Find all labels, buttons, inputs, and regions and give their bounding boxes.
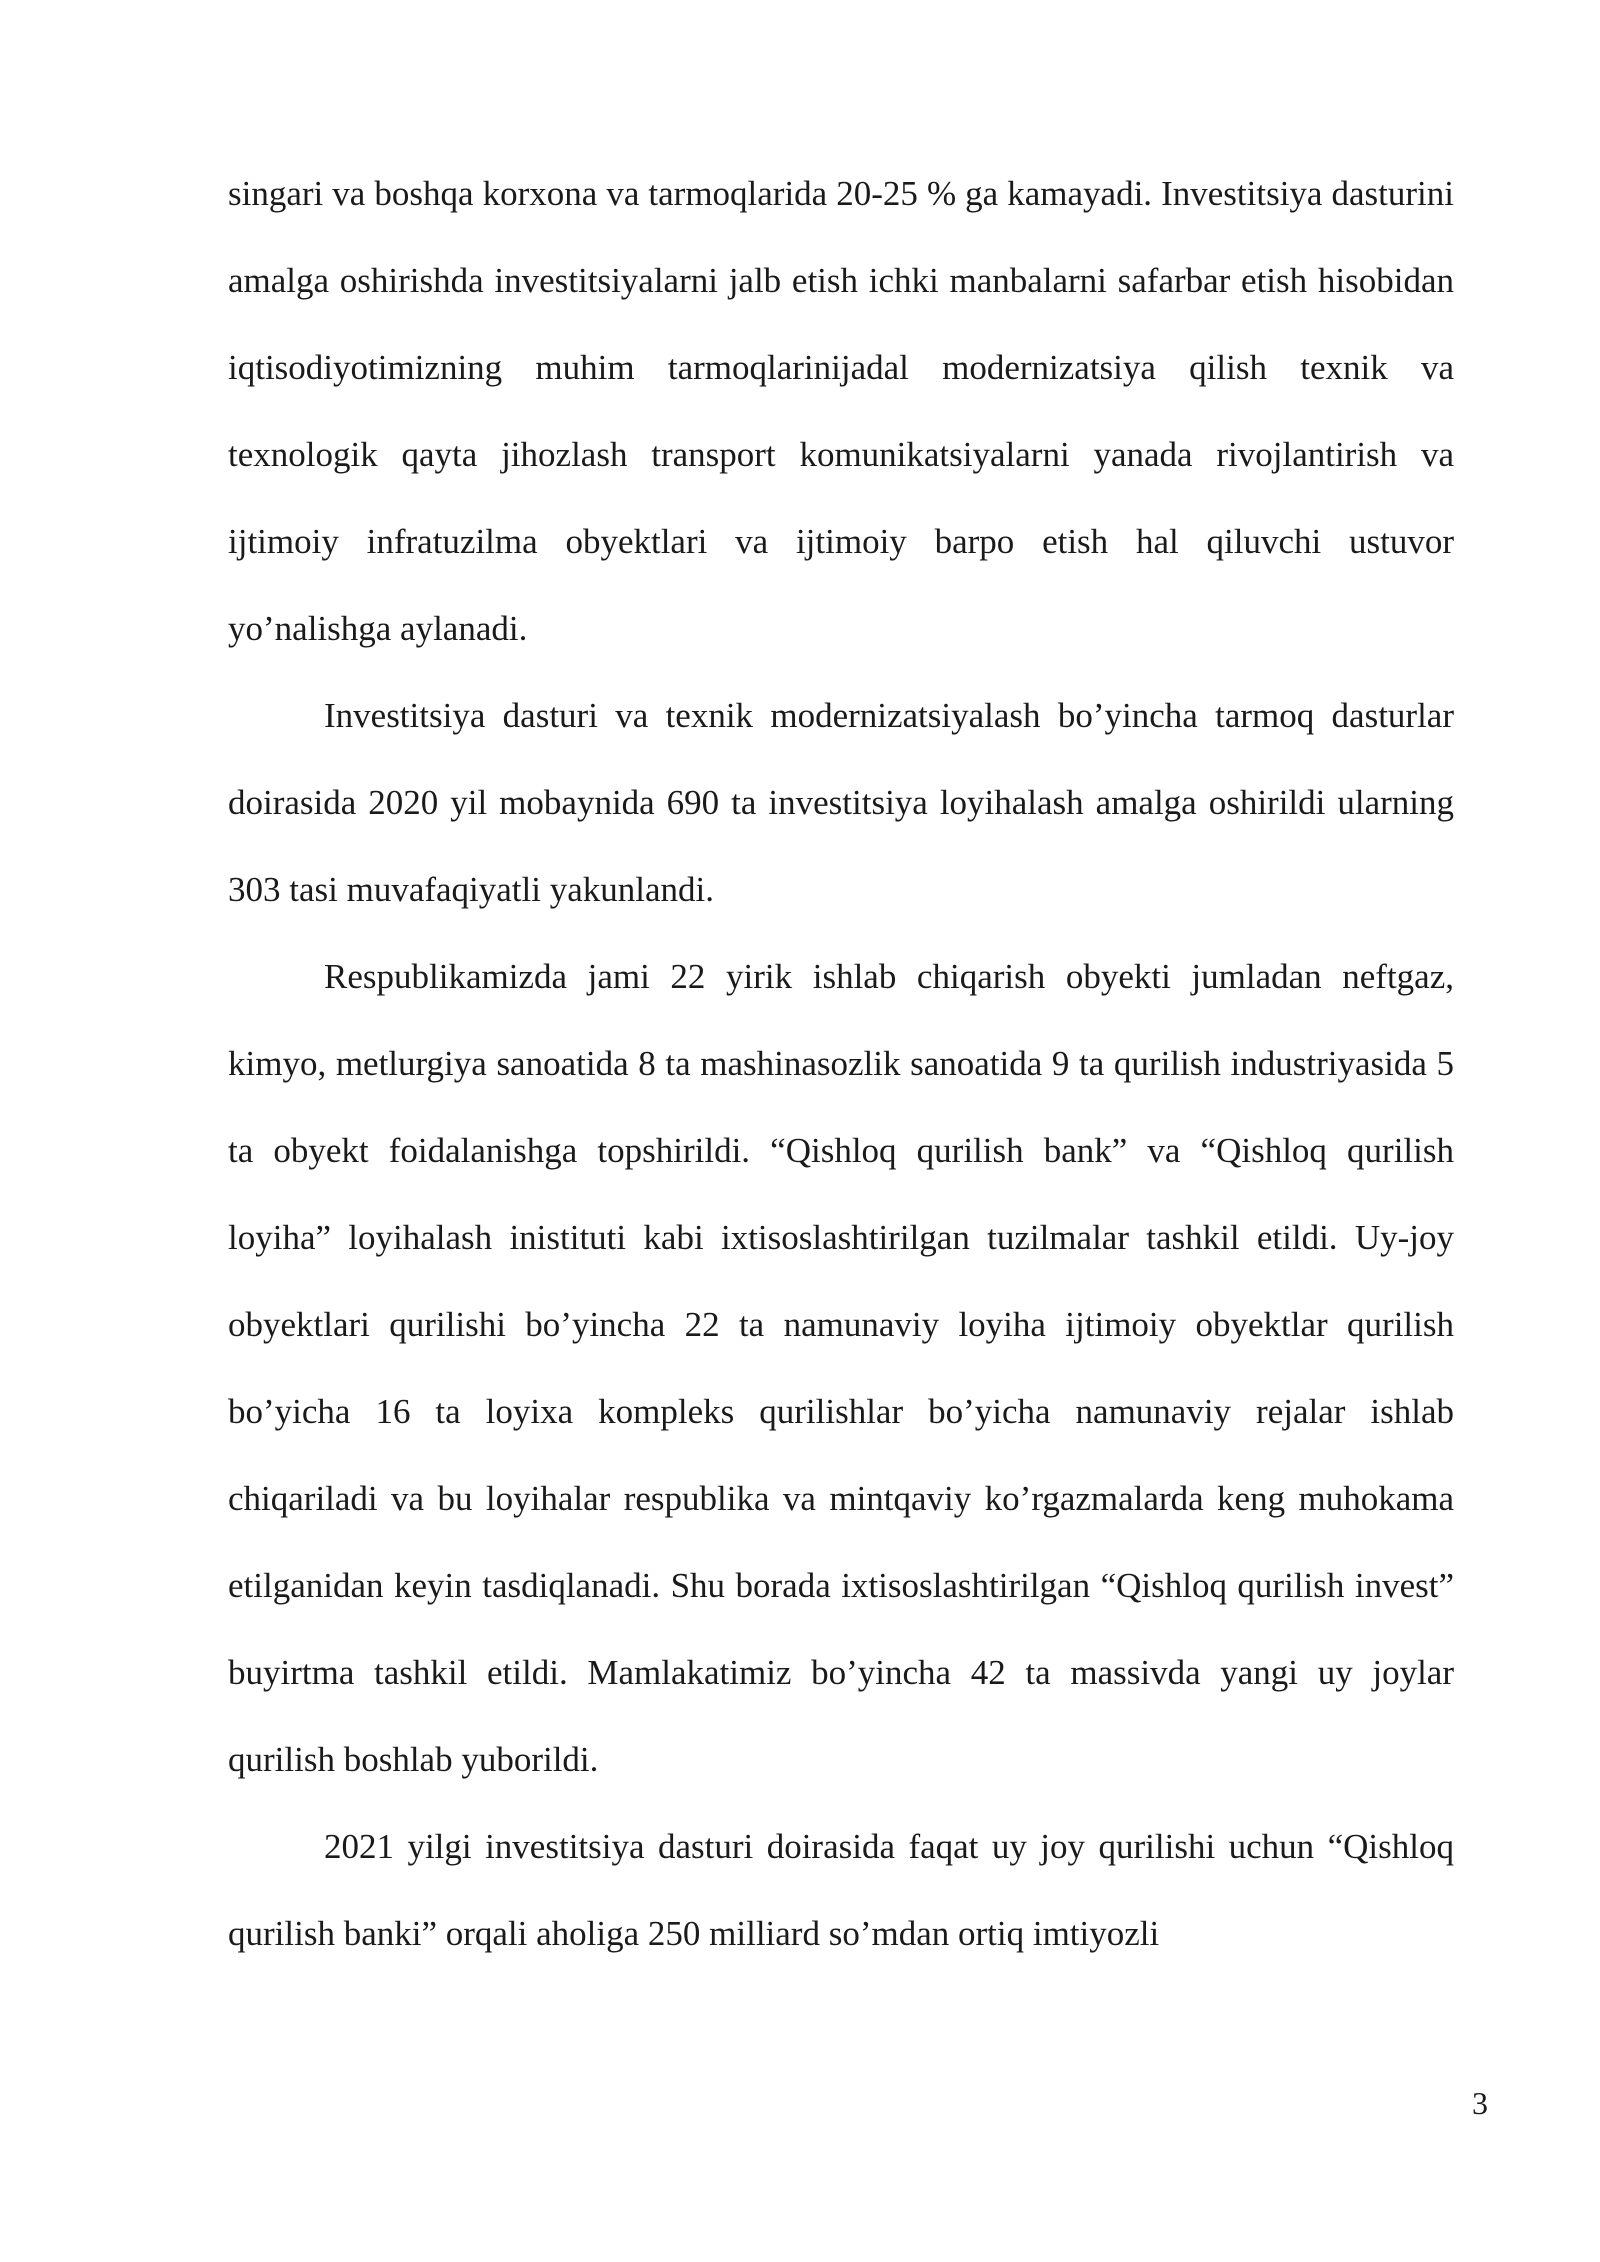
paragraph-1: singari va boshqa korxona va tarmoqlarida 20-25 % ga kamayadi. Investitsiya dasturini amalga oshirishda investitsiyalarni jalb etish ichki manbalarni safarbar etish hisobidan iqtisodiyotimizning muhim tarmoqlarinijadal modernizatsiya qilish texnik va texnologik qayta jihozlash transport komunikatsiyalarni yanada rivojlantirish va ijtimoiy infratuzilma obyektlari va ijtimoiy barpo etish hal qiluvchi ustuvor yo’nalishga aylanadi. — [228, 174, 1454, 648]
paragraph-4: 2021 yilgi investitsiya dasturi doirasida faqat uy joy qurilishi uchun “Qishloq qurilish banki” orqali aholiga 250 milliard so’mdan ortiq imtiyozli — [228, 1827, 1454, 1953]
paragraph-2: Investitsiya dasturi va texnik modernizatsiyalash bo’yincha tarmoq dasturlar doirasida 2020 yil mobaynida 690 ta investitsiya loyihalash amalga oshirildi ularning 303 tasi muvafaqiyatli yakunlandi. — [228, 696, 1454, 909]
body-text — [228, 150, 1454, 1977]
paragraph-3: Respublikamizda jami 22 yirik ishlab chiqarish obyekti jumladan neftgaz, kimyo, metlurgiya sanoatida 8 ta mashinasozlik sanoatida 9 ta qurilish industriyasida 5 ta obyekt foidalanishga topshirildi. “Qishloq qurilish bank” va “Qishloq qurilish loyiha” loyihalash inistituti kabi ixtisoslashtirilgan tuzilmalar tashkil etildi. Uy-joy obyektlari qurilishi bo’yincha 22 ta namunaviy loyiha ijtimoiy obyektlar qurilish bo’yicha 16 ta loyixa kompleks qurilishlar bo’yicha namunaviy rejalar ishlab chiqariladi va bu loyihalar respublika va mintqaviy ko’rgazmalarda keng muhokama etilganidan keyin tasdiqlanadi. Shu borada ixtisoslashtirilgan “Qishloq qurilish invest” buyirtma tashkil etildi. Mamlakatimiz bo’yincha 42 ta massivda yangi uy joylar qurilish boshlab yuborildi. — [228, 957, 1454, 1779]
page-number: 3 — [1472, 2085, 1488, 2121]
